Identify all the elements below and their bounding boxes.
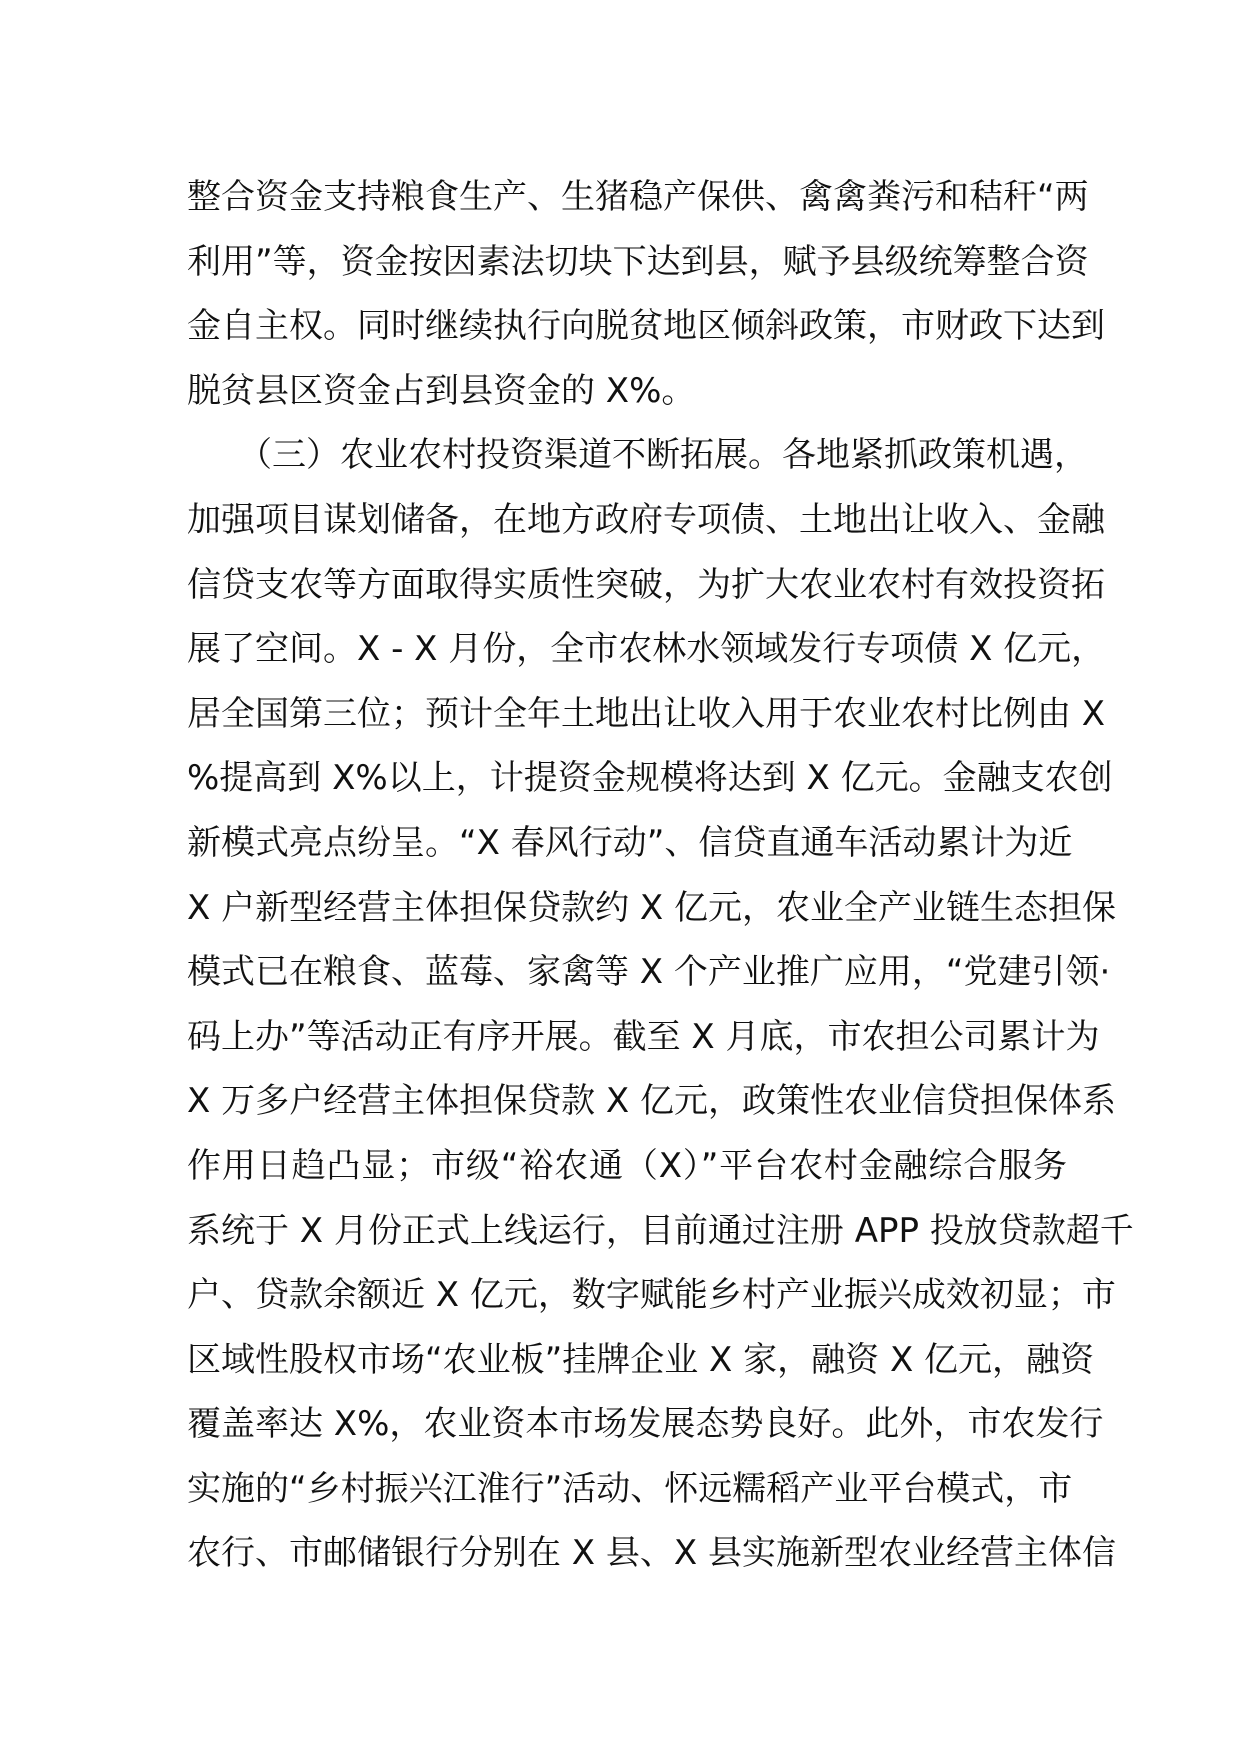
- text-line: 实施的“乡村振兴江淮行”活动、怀远糯稻产业平台模式，市: [187, 1468, 1073, 1509]
- text-line: 作用日趋凸显；市级“裕农通（X）”平台农村金融综合服务: [187, 1145, 1067, 1186]
- text-line: 系统于 X 月份正式上线运行，目前通过注册 APP 投放贷款超千: [187, 1210, 1134, 1251]
- text-line: X 万多户经营主体担保贷款 X 亿元，政策性农业信贷担保体系: [187, 1081, 1117, 1122]
- text-line: 信贷支农等方面取得实质性突破，为扩大农业农村有效投资拓: [187, 564, 1105, 605]
- text-line: X 户新型经营主体担保贷款约 X 亿元，农业全产业链生态担保: [187, 887, 1117, 928]
- text-line: 利用”等，资金按因素法切块下达到县，赋予县级统筹整合资: [187, 241, 1089, 282]
- text-line: 户、贷款余额近 X 亿元，数字赋能乡村产业振兴成效初显；市: [187, 1275, 1116, 1316]
- text-line: 新模式亮点纷呈。“X 春风行动”、信贷直通车活动累计为近: [187, 822, 1073, 863]
- text-line: （三）农业农村投资渠道不断拓展。各地紧抓政策机遇，: [187, 435, 1088, 476]
- body-text: [187, 165, 1134, 1586]
- text-line: 脱贫县区资金占到县资金的 X%。: [187, 370, 696, 411]
- text-line: 农行、市邮储银行分别在 X 县、X 县实施新型农业经营主体信: [187, 1533, 1117, 1574]
- text-line: 覆盖率达 X%，农业资本市场发展态势良好。此外，市农发行: [187, 1404, 1104, 1445]
- text-line: 展了空间。X - X 月份，全市农林水领域发行专项债 X 亿元，: [187, 629, 1106, 670]
- text-line: 金自主权。同时继续执行向脱贫地区倾斜政策，市财政下达到: [187, 306, 1105, 347]
- text-line: 码上办”等活动正有序开展。截至 X 月底，市农担公司累计为: [187, 1016, 1100, 1057]
- text-line: 居全国第三位；预计全年土地出让收入用于农业农村比例由 X: [187, 693, 1106, 734]
- text-line: 加强项目谋划储备，在地方政府专项债、土地出让收入、金融: [187, 499, 1105, 540]
- text-line: 整合资金支持粮食生产、生猪稳产保供、禽禽粪污和秸秆“两: [187, 177, 1089, 217]
- text-line: 区域性股权市场“农业板”挂牌企业 X 家，融资 X 亿元，融资: [187, 1339, 1095, 1380]
- text-line: %提高到 X%以上，计提资金规模将达到 X 亿元。金融支农创: [187, 758, 1113, 799]
- text-line: 模式已在粮食、蓝莓、家禽等 X 个产业推广应用，“党建引领·: [187, 952, 1111, 993]
